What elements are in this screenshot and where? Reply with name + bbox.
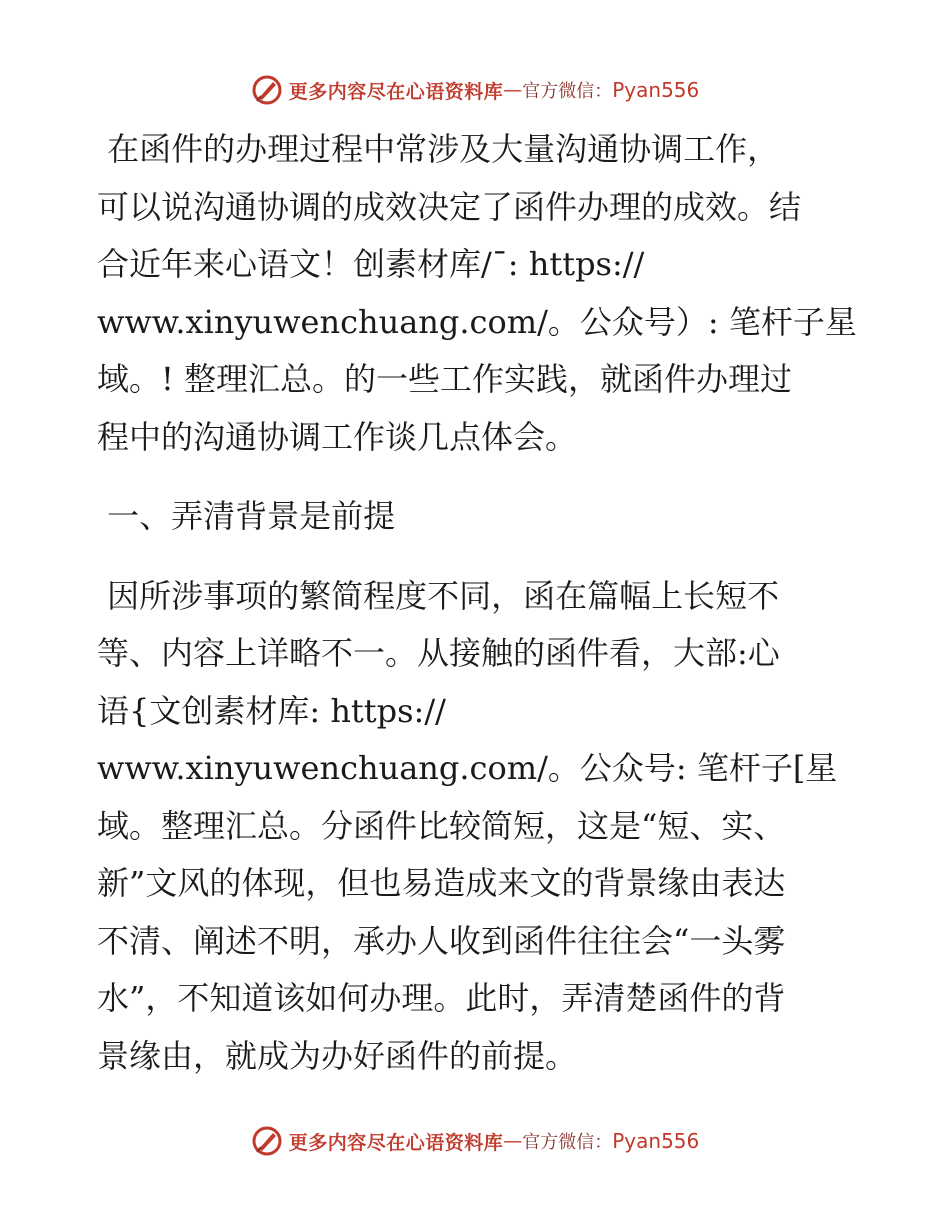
banner-main-text: 更多内容尽在心语资料库 [288, 1131, 504, 1154]
banner-sub-text: 官方微信： [522, 1132, 613, 1153]
header-watermark-banner [0, 70, 950, 110]
banner-dash: — [503, 79, 523, 101]
banner-sub-text: 官方微信： [522, 81, 613, 102]
section-heading-1: 一、弄清背景是前提 [97, 497, 396, 535]
banner-wechat-id: Pyan556 [612, 1129, 700, 1153]
paragraph-intro: 在函件的办理过程中常涉及大量沟通协调工作， 可以说沟通协调的成效决定了函件办理的成效。结 合近年来心语文！创素材库/¯: https:// www.xinyuwenchuang.com/。公众号）: 笔杆子星 域。! 整理汇总。的一些工作实践，就函件办理过 程中的沟通协调工作谈几点体会。 [97, 130, 857, 456]
footer-watermark-banner [0, 1121, 950, 1161]
banner-wechat-id: Pyan556 [612, 78, 700, 102]
banner-dash: — [503, 1130, 523, 1152]
quill-seal-icon [251, 1125, 283, 1157]
quill-seal-icon [251, 74, 283, 106]
paragraph-background: 因所涉事项的繁简程度不同，函在篇幅上长短不 等、内容上详略不一。从接触的函件看，大部:心 语{文创素材库: https:// www.xinyuwenchuang.com/。公众号: 笔杆子[星 域。整理汇总。分函件比较简短，这是“短、实、 新”文风的体现，但也易造成来文的背景缘由表达 不清、阐述不明，承办人收到函件往往会“一头雾 水”，不知道该如何办理。此时，弄清楚函件的背 景缘由，就成为办好函件的前提。 [97, 576, 838, 1075]
document-body [97, 121, 857, 1085]
banner-main-text: 更多内容尽在心语资料库 [288, 80, 504, 103]
